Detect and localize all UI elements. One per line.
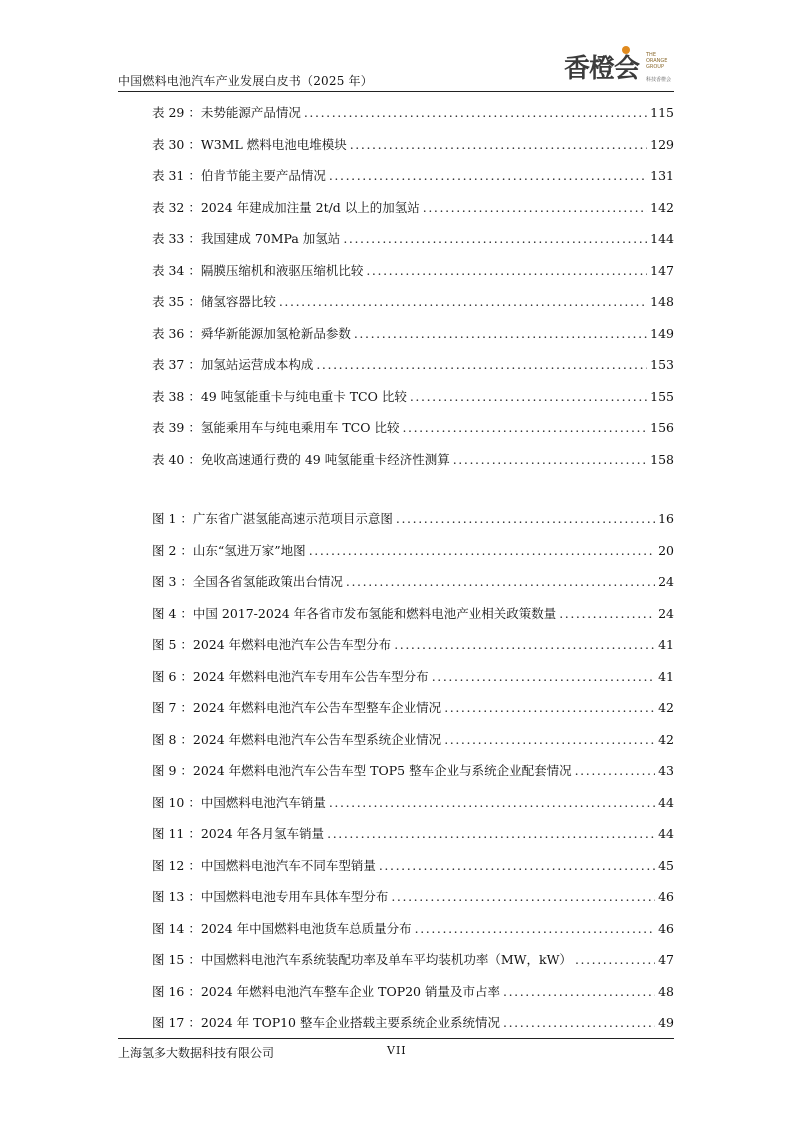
toc-entry-label: 表 37 ：加氢站运营成本构成 [152,357,314,372]
toc-entry-label: 表 40 ：免收高速通行费的 49 吨氢能重卡经济性测算 [152,451,450,467]
document-title: 中国燃料电池汽车产业发展白皮书（2025 年） [118,74,373,88]
toc-entry-label: 图 5 ：2024 年燃料电池汽车公告车型分布 [152,637,392,652]
dot-leader [343,231,647,246]
toc-entry-label: 图 11 ：2024 年各月氢车销量 [152,826,325,841]
toc-entry-label: 表 39 ：氢能乘用车与纯电乘用车 TCO 比较 [152,420,400,435]
toc-entry-figure[interactable] [152,1013,674,1033]
toc-entry-table[interactable] [152,261,674,281]
dot-leader [423,200,647,215]
toc-entry-table[interactable] [152,292,674,312]
toc-entry-page: 144 [650,231,674,246]
toc-entry-label: 图 9 ：2024 年燃料电池汽车公告车型 TOP5 整车企业与系统企业配套情况 [152,763,572,778]
toc-entry-table[interactable] [152,418,674,438]
dot-leader [503,1015,655,1030]
toc-entry-figure[interactable] [152,509,674,529]
toc-entry-figure[interactable] [152,824,674,844]
toc-entry-label: 图 16 ：2024 年燃料电池汽车整车企业 TOP20 销量及市占率 [152,983,500,999]
toc-entry-table[interactable] [152,198,674,218]
toc-entry-label: 图 17 ：2024 年 TOP10 整车企业搭载主要系统企业系统情况 [152,1015,500,1030]
header-divider [118,91,674,92]
dot-leader [391,889,655,904]
toc-entry-figure[interactable] [152,604,674,624]
toc-entry-figure[interactable] [152,635,674,655]
dot-leader [327,826,655,841]
toc-entry-table[interactable] [152,135,674,155]
toc-entry-label: 表 31 ：伯肯节能主要产品情况 [152,168,326,183]
toc-entry-label: 表 30 ：W3ML 燃料电池电堆模块 [152,136,347,152]
footer-company: 上海氢多大数据科技有限公司 [118,1046,275,1060]
toc-entry-page: 129 [650,136,674,152]
toc-entry-page: 158 [650,451,674,467]
toc-entry-table[interactable] [152,324,674,344]
toc-entry-page: 155 [650,388,674,404]
toc-entry-page: 46 [658,889,674,904]
toc-entry-page: 24 [658,574,674,589]
toc-entry-label: 图 12 ：中国燃料电池汽车不同车型销量 [152,857,376,873]
toc-entry-page: 45 [658,857,674,873]
toc-entry-label: 图 3 ：全国各省氢能政策出台情况 [152,574,343,589]
toc-entry-label: 表 33 ：我国建成 70MPa 加氢站 [152,231,341,246]
toc-entry-table[interactable] [152,166,674,186]
dot-leader [329,795,655,810]
toc-entry-table[interactable] [152,103,674,123]
toc-entry-label: 图 6 ：2024 年燃料电池汽车专用车公告车型分布 [152,668,429,684]
toc-entry-label: 表 38 ：49 吨氢能重卡与纯电重卡 TCO 比较 [152,388,407,404]
toc-entry-figure[interactable] [152,667,674,687]
toc-entry-label: 图 15 ：中国燃料电池汽车系统装配功率及单车平均装机功率（MW，kW） [152,952,572,967]
toc-entry-label: 图 1 ：广东省广湛氢能高速示范项目示意图 [152,511,393,526]
toc-entry-page: 42 [658,731,674,747]
toc-entry-label: 表 29 ：未势能源产品情况 [152,105,301,120]
toc-entry-figure[interactable] [152,541,674,561]
toc-entry-label: 图 13 ：中国燃料电池专用车具体车型分布 [152,889,389,904]
dot-leader [396,511,655,526]
footer-divider [118,1038,674,1039]
toc-entry-page: 49 [658,1015,674,1030]
logo-orange-dot-icon [622,46,630,54]
toc-entry-page: 149 [650,325,674,341]
toc-entry-label: 图 2 ：山东“氢进万家”地图 [152,542,306,558]
toc-entry-figure[interactable] [152,856,674,876]
toc-entry-page: 41 [658,668,674,684]
toc-entry-label: 图 14 ：2024 年中国燃料电池货车总质量分布 [152,920,412,936]
dot-leader [415,921,655,936]
dot-leader [410,389,647,404]
dot-leader [346,574,655,589]
toc-entry-page: 24 [658,605,674,621]
page-number: VII [387,1044,407,1057]
dot-leader [379,858,655,873]
dot-leader [575,952,655,967]
toc-entry-page: 47 [658,952,674,967]
logo-wordmark: 香橙会 [564,54,640,84]
toc-entry-figure[interactable] [152,761,674,781]
dot-leader [316,357,647,372]
toc-entry-label: 图 8 ：2024 年燃料电池汽车公告车型系统企业情况 [152,731,442,747]
toc-entry-page: 131 [650,168,674,183]
toc-entry-page: 156 [650,420,674,435]
toc-entry-page: 147 [650,262,674,278]
toc-entry-label: 表 34 ：隔膜压缩机和液驱压缩机比较 [152,262,364,278]
logo-subtext: 科技香橙会 [646,77,672,83]
dot-leader [329,168,647,183]
dot-leader [279,294,647,309]
toc-entry-page: 43 [658,763,674,778]
toc-entry-page: 142 [650,199,674,215]
toc-entry-label: 图 10 ：中国燃料电池汽车销量 [152,794,326,810]
dot-leader [304,105,647,120]
toc-entry-table[interactable] [152,387,674,407]
toc-entry-page: 153 [650,357,674,372]
toc-entry-table[interactable] [152,229,674,249]
toc-entry-table[interactable] [152,355,674,375]
toc-entry-page: 115 [650,105,674,120]
toc-entry-page: 44 [658,794,674,810]
dot-leader [503,984,655,999]
toc-entry-figure[interactable] [152,982,674,1002]
toc-entry-page: 42 [658,700,674,715]
toc-entry-figure[interactable] [152,793,674,813]
toc-entry-label: 图 7 ：2024 年燃料电池汽车公告车型整车企业情况 [152,700,442,715]
toc-entry-figure[interactable] [152,698,674,718]
dot-leader [432,669,655,684]
toc-entry-page: 20 [658,542,674,558]
toc-entry-page: 16 [658,511,674,526]
toc-entry-figure[interactable] [152,730,674,750]
dot-leader [354,326,647,341]
dot-leader [394,637,655,652]
dot-leader [559,606,655,621]
dot-leader [350,137,647,152]
toc-entry-page: 48 [658,983,674,999]
toc-entry-page: 46 [658,920,674,936]
dot-leader [575,763,656,778]
toc-entry-label: 表 36 ：舜华新能源加氢枪新品参数 [152,325,351,341]
toc-entry-figure[interactable] [152,572,674,592]
toc-entry-figure[interactable] [152,887,674,907]
toc-entry-figure[interactable] [152,919,674,939]
dot-leader [444,732,655,747]
toc-entry-table[interactable] [152,450,674,470]
toc-entry-label: 图 4 ：中国 2017-2024 年各省市发布氢能和燃料电池产业相关政策数量 [152,605,557,621]
toc-entry-figure[interactable] [152,950,674,970]
dot-leader [444,700,655,715]
toc-entry-label: 表 35 ：储氢容器比较 [152,294,276,309]
orange-group-logo [564,44,674,88]
toc-entry-page: 41 [658,637,674,652]
toc-entry-page: 148 [650,294,674,309]
dot-leader [453,452,647,467]
page-header [118,44,674,90]
dot-leader [402,420,647,435]
toc-entry-page: 44 [658,826,674,841]
dot-leader [366,263,647,278]
toc-entry-label: 表 32 ：2024 年建成加注量 2t/d 以上的加氢站 [152,199,420,215]
logo-side-text: THE ORANGE GROUP [646,52,668,70]
dot-leader [309,543,655,558]
